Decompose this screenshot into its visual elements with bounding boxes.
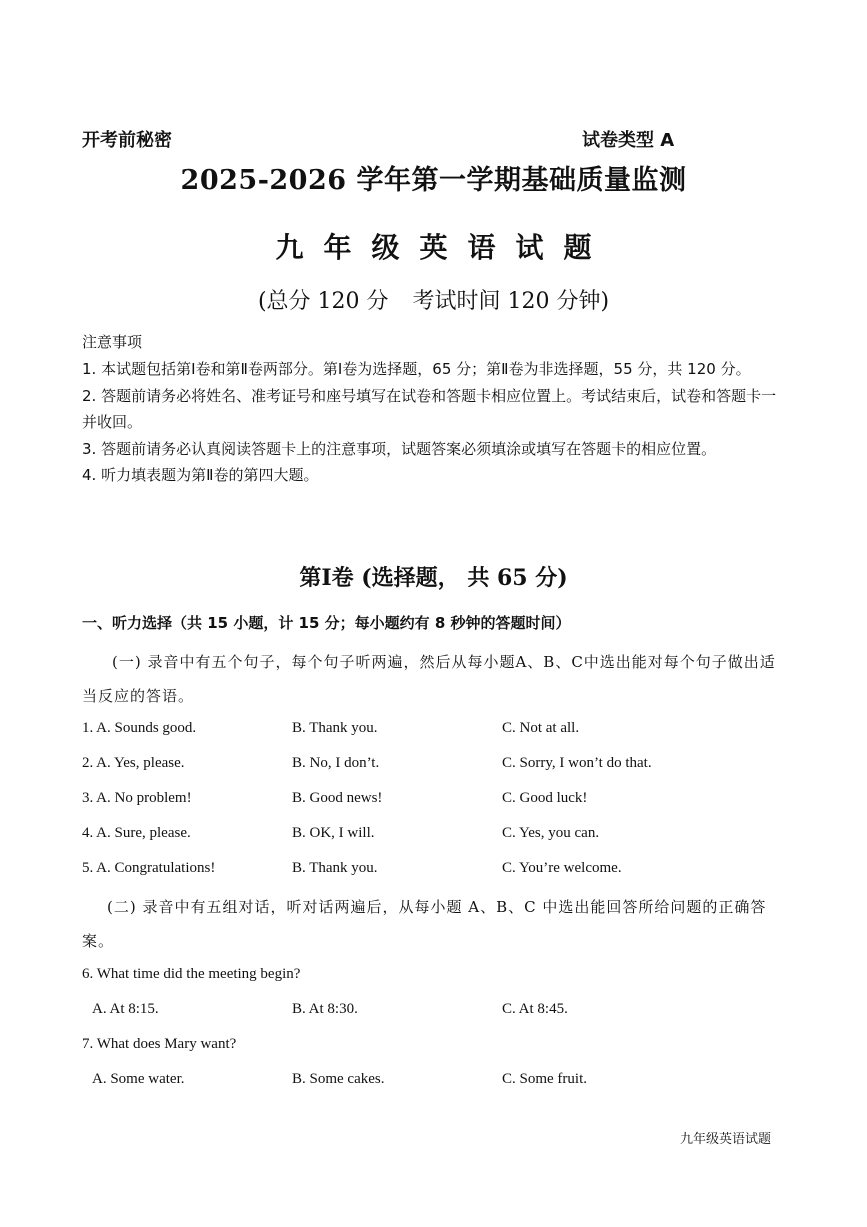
notice-item: 4. 听力填表题为第Ⅱ卷的第四大题。 <box>82 466 319 484</box>
question-row <box>0 825 867 851</box>
exam-score-time <box>0 284 867 315</box>
option-a: 4. A. Sure, please. <box>82 825 191 841</box>
total-score: (总分 120 分 <box>257 289 389 314</box>
option-c: C. Sorry, I won’t do that. <box>502 755 652 771</box>
part-one-title: 第Ⅰ卷 (选择题， 共 65 分) <box>299 565 568 591</box>
option-a: A. Some water. <box>92 1071 185 1087</box>
option-b: B. OK, I will. <box>292 825 375 841</box>
page-footer: 九年级英语试题 <box>680 1132 772 1147</box>
option-c: C. Yes, you can. <box>502 825 600 841</box>
option-c: C. Some fruit. <box>502 1071 587 1087</box>
option-b: B. No, I don’t. <box>292 755 380 771</box>
option-b: B. At 8:30. <box>292 1001 358 1017</box>
option-a: 2. A. Yes, please. <box>82 755 185 771</box>
notice-list <box>82 356 785 489</box>
paper-type-label: 试卷类型 A <box>582 130 675 151</box>
option-a: A. At 8:15. <box>92 1001 159 1017</box>
subsection-one-instructions: (一) 录音中有五个句子，每个句子听两遍，然后从每小题A、B、C中选出能对每个句子做出适当反应的答语。 <box>82 653 776 705</box>
question-row <box>0 1001 867 1027</box>
option-c: C. You’re welcome. <box>502 860 622 876</box>
option-a: 3. A. No problem! <box>82 790 192 806</box>
question-row <box>0 790 867 816</box>
question-row <box>0 860 867 886</box>
section-one-heading: 一、听力选择（共 15 小题，计 15 分；每小题约有 8 秒钟的答题时间） <box>82 614 571 632</box>
option-a: 5. A. Congratulations! <box>82 860 216 876</box>
question-text: 7. What does Mary want? <box>82 1036 237 1052</box>
question-row <box>0 755 867 781</box>
confidential-label: 开考前秘密 <box>82 130 172 151</box>
notice-item: 3. 答题前请务必认真阅读答题卡上的注意事项，试题答案必须填涂或填写在答题卡的相应位置。 <box>82 439 717 458</box>
question-row <box>0 1071 867 1097</box>
question-text: 6. What time did the meeting begin? <box>82 966 301 982</box>
exam-title: 2025-2026 学年第一学期基础质量监测 <box>180 165 687 196</box>
option-b: B. Good news! <box>292 790 383 806</box>
exam-subject-title: 九年级英语试题 <box>275 231 612 264</box>
notice-item: 1. 本试题包括第Ⅰ卷和第Ⅱ卷两部分。第Ⅰ卷为选择题，65 分；第Ⅱ卷为非选择题，55 分，共 120 分。 <box>82 360 751 378</box>
option-a: 1. A. Sounds good. <box>82 720 197 736</box>
option-b: B. Thank you. <box>292 720 378 736</box>
notice-item: 2. 答题前请务必将姓名、准考证号和座号填写在试卷和答题卡相应位置上。考试结束后，试卷和答题卡一并收回。 <box>82 386 777 431</box>
option-c: C. Good luck! <box>502 790 588 806</box>
question-row <box>0 720 867 746</box>
notice-heading: 注意事项 <box>82 333 143 351</box>
option-c: C. Not at all. <box>502 720 580 736</box>
option-b: B. Thank you. <box>292 860 378 876</box>
option-c: C. At 8:45. <box>502 1001 568 1017</box>
subsection-two-instructions: (二) 录音中有五组对话，听对话两遍后，从每小题 A、B、C 中选出能回答所给问题的正确答案。 <box>82 898 767 950</box>
exam-time: 考试时间 120 分钟) <box>412 289 610 314</box>
option-b: B. Some cakes. <box>292 1071 385 1087</box>
